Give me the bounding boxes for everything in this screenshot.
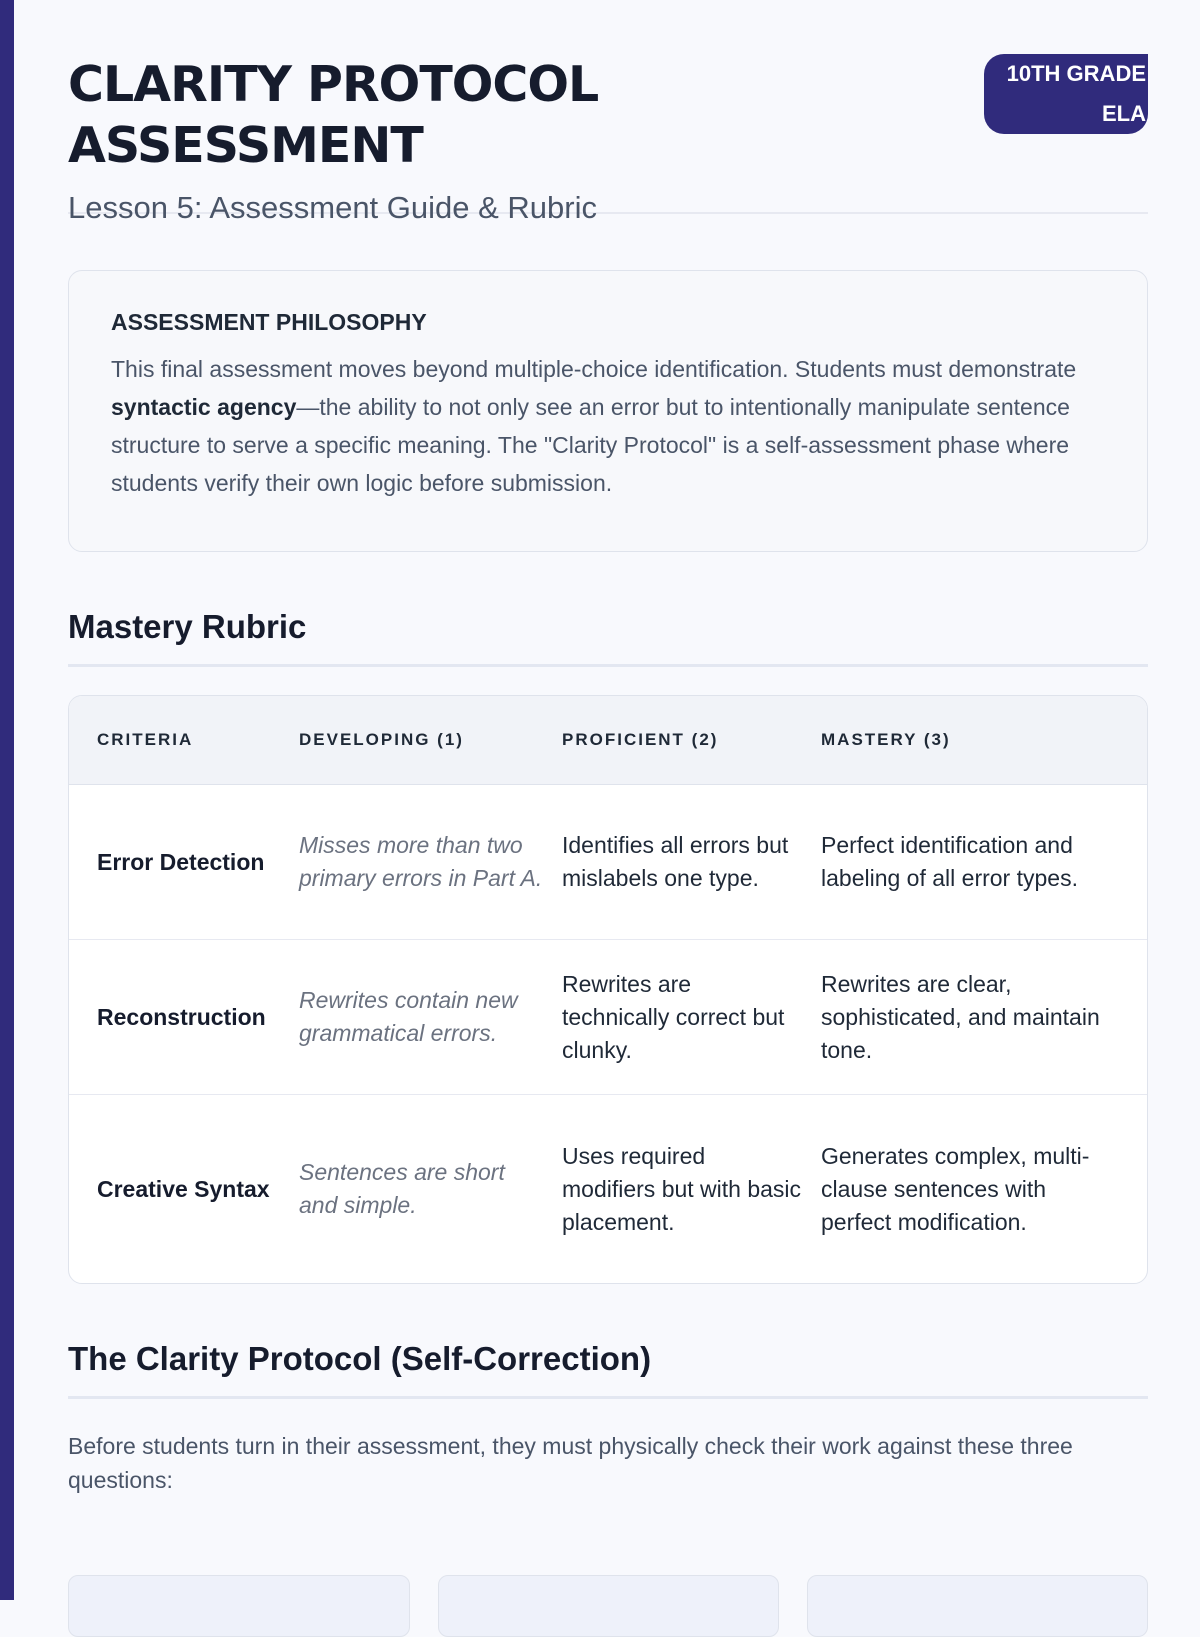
row-developing: Misses more than two primary errors in Part A.	[299, 832, 543, 891]
row-criteria: Reconstruction	[97, 1003, 266, 1030]
philosophy-box	[68, 270, 1148, 552]
page-accent-bar	[0, 0, 14, 1600]
philosophy-emphasis: syntactic agency	[111, 394, 297, 420]
row-proficient: Uses required modifiers but with basic placement.	[562, 1142, 802, 1235]
rubric-header-criteria: CRITERIA	[97, 730, 194, 749]
assessment-page	[68, 0, 1148, 1497]
rubric-header-proficient: PROFICIENT (2)	[562, 730, 719, 749]
page-title: CLARITY PROTOCOL ASSESSMENT	[68, 56, 599, 174]
page-subtitle: Lesson 5: Assessment Guide & Rubric	[68, 190, 597, 225]
protocol-question-cards	[68, 1575, 1148, 1637]
row-criteria: Error Detection	[97, 848, 265, 875]
philosophy-text-start: This final assessment moves beyond multiple-choice identification. Students must demonstrate	[111, 356, 1077, 382]
row-criteria: Creative Syntax	[97, 1175, 270, 1202]
table-row	[69, 785, 1147, 940]
protocol-intro: Before students turn in their assessment, they must physically check their work against these three questions:	[68, 1433, 1073, 1493]
rubric-header-mastery: MASTERY (3)	[821, 730, 951, 749]
row-developing: Rewrites contain new grammatical errors.	[299, 987, 518, 1046]
row-developing: Sentences are short and simple.	[299, 1159, 505, 1218]
rubric-header-developing: DEVELOPING (1)	[299, 730, 464, 749]
row-mastery: Generates complex, multi-clause sentences with perfect modification.	[821, 1142, 1090, 1235]
rubric-heading: Mastery Rubric	[68, 608, 1148, 667]
row-proficient: Identifies all errors but mislabels one type.	[562, 832, 789, 891]
protocol-heading: The Clarity Protocol (Self-Correction)	[68, 1340, 1148, 1399]
grade-badge: 10TH GRADE ELA	[984, 54, 1148, 134]
philosophy-label: ASSESSMENT PHILOSOPHY	[111, 309, 427, 335]
protocol-question-card	[68, 1575, 410, 1637]
table-row	[69, 940, 1147, 1095]
philosophy-text-end: —the ability to not only see an error but to intentionally manipulate sentence structure to serve a specific meaning. The "Clarity Protocol" is a self-assessment phase where students verify their own logic before submission.	[111, 394, 1070, 496]
table-row	[69, 1095, 1147, 1283]
row-proficient: Rewrites are technically correct but clunky.	[562, 970, 785, 1063]
protocol-question-card	[438, 1575, 780, 1637]
protocol-question-card	[807, 1575, 1148, 1637]
row-mastery: Rewrites are clear, sophisticated, and maintain tone.	[821, 970, 1100, 1063]
row-mastery: Perfect identification and labeling of all error types.	[821, 832, 1078, 891]
page-header	[68, 0, 1148, 225]
philosophy-text	[111, 350, 1107, 502]
rubric-table	[68, 695, 1148, 1284]
rubric-header-row	[69, 696, 1147, 785]
